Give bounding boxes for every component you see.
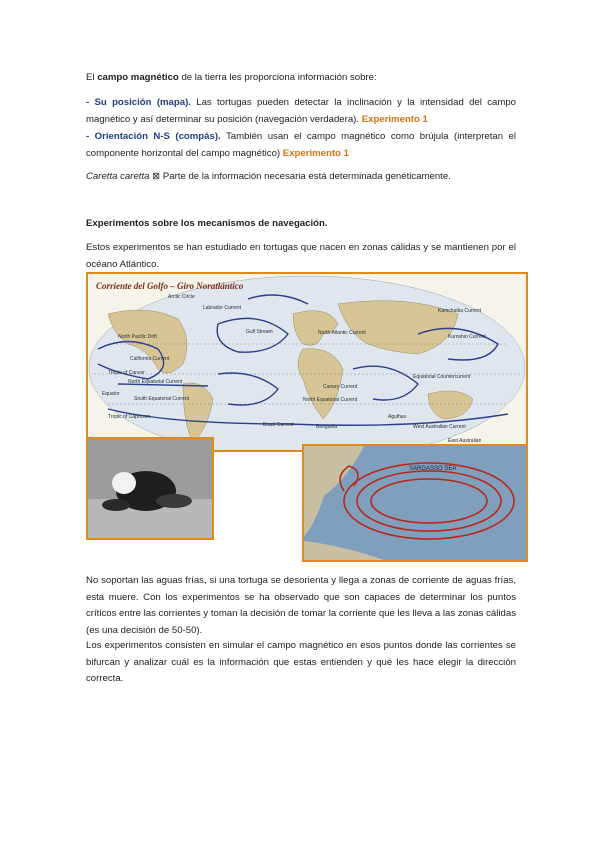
current-label: South Equatorial Current (134, 396, 190, 402)
current-label: Tropic of Cancer (108, 370, 145, 376)
current-label: Kuroshio Current (448, 334, 486, 340)
current-label: North Atlantic Current (318, 330, 366, 336)
box-glyph: ⊠ (152, 171, 161, 182)
cold-water-paragraph: No soportan las aguas frías, si una tortuga se desorienta y llega a zonas de corriente de aguas frías, esta muere. Con los experimentos se ha observado que son capaces de determinar los puntos críticos entre las corrientes y toman la decisión de tomar la corriente que les lleva a las zonas cálidas (es una decisión de 50-50). (86, 575, 516, 636)
experiment-label: Experimento 1 (361, 113, 428, 125)
orientation-text: También usan el campo magnético como brújula (interpretan el componente horizontal del campo magnético) (86, 131, 516, 159)
turtle-hatchling-photo (86, 437, 214, 540)
current-label: West Australian Current (413, 424, 466, 430)
intro-paragraph (86, 70, 516, 87)
genetic-text: Parte de la información necesaria está determinada genéticamente. (160, 171, 451, 182)
position-text: Las tortugas pueden detectar la inclinación y la intensidad del campo magnético y así determinar su posición (navegación verdadera). (86, 97, 516, 125)
current-label: Agulhas (388, 414, 407, 420)
current-label: East Australian (448, 438, 482, 444)
current-label: Kamchatka Current (438, 308, 482, 314)
experiments-paragraph: Los experimentos consisten en simular el campo magnético en esos puntos donde las corrientes se bifurcan y analizar cuál es la información que estas entienden y qué les hace elegir la dirección correcta. (86, 640, 516, 684)
sargasso-sea-inset-map (302, 444, 528, 562)
current-label: Arctic Circle (168, 294, 195, 300)
position-paragraph (86, 95, 516, 128)
experiment-label: Experimento 1 (282, 147, 349, 159)
current-label: Labrador Current (203, 305, 242, 311)
figure (86, 272, 528, 562)
intro-text-end: de la tierra les proporciona información sobre: (178, 72, 377, 83)
orientation-lead: - Orientación N-S (compás). (86, 131, 221, 142)
position-lead: - Su posición (mapa). (86, 97, 191, 108)
current-label: North Pacific Drift (118, 334, 157, 340)
genetic-paragraph (86, 169, 516, 186)
current-label: Brazil Current (263, 422, 294, 428)
current-label: Equator (102, 391, 120, 397)
study-paragraph: Estos experimentos se han estudiado en tortugas que nacen en zonas cálidas y se mantienen por el océano Atlántico. (86, 242, 516, 270)
current-label: Benguela (316, 424, 338, 430)
current-label: North Equatorial Current (128, 379, 183, 385)
ocean-currents-map (86, 272, 528, 452)
current-label: North Equatorial Current (303, 397, 358, 403)
intro-bold: campo magnético (97, 72, 179, 83)
current-label: Gulf Stream (246, 329, 273, 335)
current-label: Canary Current (323, 384, 358, 390)
current-label: Equatorial Countercurrent (413, 374, 471, 380)
intro-text: El (86, 72, 98, 83)
current-label: Tropic of Capricorn (108, 414, 151, 420)
orientation-paragraph (86, 129, 516, 162)
current-label: California Current (130, 356, 170, 362)
species-name: Caretta caretta (86, 171, 150, 182)
section-heading: Experimentos sobre los mecanismos de navegación. (86, 218, 328, 229)
inset-label: SARGASSO SEA (409, 466, 457, 472)
map-title: Corriente del Golfo – Giro Noratlántico (96, 281, 244, 291)
